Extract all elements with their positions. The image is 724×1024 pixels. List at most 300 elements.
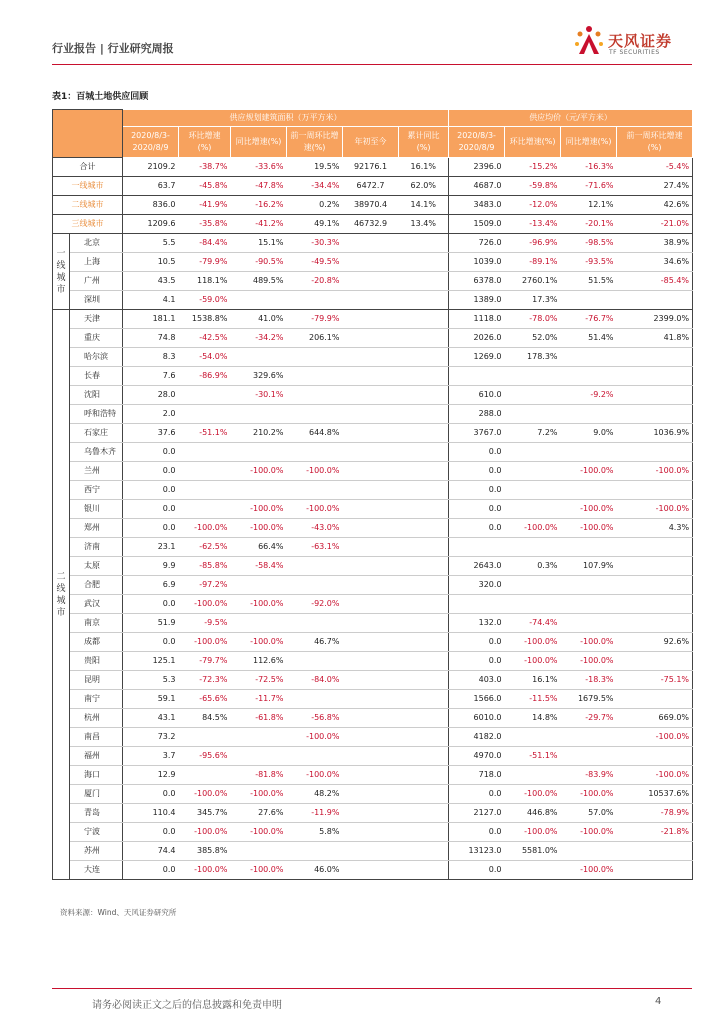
row-label: 一线城市 <box>53 177 123 196</box>
city-name: 杭州 <box>70 709 123 728</box>
logo-subtext: TF SECURITIES <box>609 49 660 56</box>
table-row <box>53 709 693 728</box>
table-cell: 446.8% <box>505 804 561 823</box>
city-name: 石家庄 <box>70 424 123 443</box>
table-cell <box>399 234 449 253</box>
table-cell: 12.9 <box>123 766 179 785</box>
table-cell: 15.1% <box>231 234 287 253</box>
city-name: 合肥 <box>70 576 123 595</box>
table-cell <box>343 633 399 652</box>
city-name: 宁波 <box>70 823 123 842</box>
table-cell <box>617 614 693 633</box>
table-cell: 385.8% <box>179 842 231 861</box>
table-row <box>53 652 693 671</box>
table-cell <box>399 329 449 348</box>
table-cell <box>449 538 505 557</box>
table-row <box>53 462 693 481</box>
table-cell: -51.1% <box>505 747 561 766</box>
table-row <box>53 785 693 804</box>
table-cell: 49.1% <box>287 215 343 234</box>
table-cell <box>399 481 449 500</box>
table-cell: 1039.0 <box>449 253 505 272</box>
table-cell <box>617 652 693 671</box>
table-cell <box>505 481 561 500</box>
table-cell: 0.0 <box>449 652 505 671</box>
table-cell <box>343 405 399 424</box>
table-cell: -100.0% <box>561 652 617 671</box>
table-cell <box>617 291 693 310</box>
table-cell <box>561 367 617 386</box>
table-cell: -92.0% <box>287 595 343 614</box>
table-cell: -84.4% <box>179 234 231 253</box>
table-cell: -18.3% <box>561 671 617 690</box>
table-cell <box>561 538 617 557</box>
table-cell <box>179 386 231 405</box>
table-cell: 0.0 <box>449 443 505 462</box>
table-cell: -59.8% <box>505 177 561 196</box>
table-cell: -93.5% <box>561 253 617 272</box>
city-name: 济南 <box>70 538 123 557</box>
city-name: 成都 <box>70 633 123 652</box>
col-header: 2020/8/3-2020/8/9 <box>123 127 179 158</box>
table-row <box>53 329 693 348</box>
table-cell <box>343 348 399 367</box>
table-cell: -16.2% <box>231 196 287 215</box>
table-cell <box>343 842 399 861</box>
table-cell: 1036.9% <box>617 424 693 443</box>
col-header: 前一周环比增速(%) <box>287 127 343 158</box>
table-cell: 118.1% <box>179 272 231 291</box>
table-cell <box>399 500 449 519</box>
table-cell <box>399 842 449 861</box>
city-name: 南昌 <box>70 728 123 747</box>
table-cell: -100.0% <box>179 519 231 538</box>
table-cell <box>287 690 343 709</box>
brand-logo <box>572 24 682 60</box>
table-cell <box>231 614 287 633</box>
table-cell: -54.0% <box>179 348 231 367</box>
table-cell: -100.0% <box>231 823 287 842</box>
table-row <box>53 291 693 310</box>
table-cell: 6378.0 <box>449 272 505 291</box>
table-cell <box>399 652 449 671</box>
table-cell: 7.6 <box>123 367 179 386</box>
table-cell: -100.0% <box>231 785 287 804</box>
table-cell: -72.3% <box>179 671 231 690</box>
table-cell: -96.9% <box>505 234 561 253</box>
table-cell: -13.4% <box>505 215 561 234</box>
table-cell: 669.0% <box>617 709 693 728</box>
table-cell <box>505 538 561 557</box>
city-name: 西宁 <box>70 481 123 500</box>
table-cell: -100.0% <box>287 766 343 785</box>
table-cell <box>343 861 399 880</box>
table-cell <box>179 500 231 519</box>
table-cell <box>179 443 231 462</box>
city-name: 呼和浩特 <box>70 405 123 424</box>
table-cell: 62.0% <box>399 177 449 196</box>
table-cell: -21.0% <box>617 215 693 234</box>
col-header: 同比增速(%) <box>231 127 287 158</box>
table-cell: 12.1% <box>561 196 617 215</box>
table-cell: 2.0 <box>123 405 179 424</box>
table-cell: -72.5% <box>231 671 287 690</box>
header-divider <box>52 64 692 65</box>
table-cell <box>343 557 399 576</box>
table-row <box>53 500 693 519</box>
table-cell <box>617 557 693 576</box>
table-cell: 0.0 <box>123 633 179 652</box>
table-cell: 2026.0 <box>449 329 505 348</box>
table-body <box>53 158 693 880</box>
table-cell: 0.0 <box>123 823 179 842</box>
table-cell <box>617 690 693 709</box>
header-corner <box>53 110 123 158</box>
table-cell <box>505 405 561 424</box>
city-name: 哈尔滨 <box>70 348 123 367</box>
table-cell <box>399 538 449 557</box>
table-cell: -41.2% <box>231 215 287 234</box>
table-cell: -100.0% <box>179 595 231 614</box>
table-cell <box>231 576 287 595</box>
table-cell <box>231 443 287 462</box>
table-cell: -100.0% <box>505 823 561 842</box>
table-cell: 59.1 <box>123 690 179 709</box>
table-cell <box>561 728 617 747</box>
table-cell <box>399 690 449 709</box>
city-name: 乌鲁木齐 <box>70 443 123 462</box>
table-cell: -78.0% <box>505 310 561 329</box>
table-cell: 52.0% <box>505 329 561 348</box>
table-cell <box>399 804 449 823</box>
table-cell: -100.0% <box>287 500 343 519</box>
table-cell: 0.0 <box>123 519 179 538</box>
table-cell <box>287 348 343 367</box>
table-cell: -62.5% <box>179 538 231 557</box>
table-cell: 4.1 <box>123 291 179 310</box>
table-cell <box>505 861 561 880</box>
row-label: 三线城市 <box>53 215 123 234</box>
table-cell <box>287 557 343 576</box>
table-cell <box>231 747 287 766</box>
table-cell <box>343 652 399 671</box>
table-cell: 0.0 <box>123 462 179 481</box>
table-cell: 74.8 <box>123 329 179 348</box>
table-cell: -61.8% <box>231 709 287 728</box>
table-cell <box>617 348 693 367</box>
table-cell: -43.0% <box>287 519 343 538</box>
table-cell <box>343 291 399 310</box>
city-name: 郑州 <box>70 519 123 538</box>
table-cell <box>179 728 231 747</box>
table-cell: -79.9% <box>179 253 231 272</box>
table-cell <box>231 291 287 310</box>
table-cell: -79.9% <box>287 310 343 329</box>
table-cell: -100.0% <box>617 462 693 481</box>
table-cell: 28.0 <box>123 386 179 405</box>
table-cell: 1566.0 <box>449 690 505 709</box>
table-cell: 107.9% <box>561 557 617 576</box>
table-cell <box>287 443 343 462</box>
table-row <box>53 367 693 386</box>
table-row <box>53 538 693 557</box>
table-cell: 4182.0 <box>449 728 505 747</box>
table-cell: -100.0% <box>561 823 617 842</box>
city-name: 武汉 <box>70 595 123 614</box>
table-cell: 34.6% <box>617 253 693 272</box>
table-cell: 57.0% <box>561 804 617 823</box>
table-cell: -12.0% <box>505 196 561 215</box>
table-cell: -83.9% <box>561 766 617 785</box>
table-cell <box>343 253 399 272</box>
table-cell: -100.0% <box>561 785 617 804</box>
table-cell <box>617 861 693 880</box>
table-cell: -90.5% <box>231 253 287 272</box>
table-cell: 836.0 <box>123 196 179 215</box>
table-cell: 43.1 <box>123 709 179 728</box>
table-cell <box>343 538 399 557</box>
table-cell: 92.6% <box>617 633 693 652</box>
table-cell: -45.8% <box>179 177 231 196</box>
table-cell: -30.3% <box>287 234 343 253</box>
table-cell: 13123.0 <box>449 842 505 861</box>
table-cell: 4687.0 <box>449 177 505 196</box>
table-cell: 1118.0 <box>449 310 505 329</box>
table-cell: -34.2% <box>231 329 287 348</box>
table-cell <box>617 538 693 557</box>
table-cell <box>343 766 399 785</box>
table-cell <box>505 367 561 386</box>
table-row <box>53 690 693 709</box>
table-cell <box>343 823 399 842</box>
disclaimer: 请务必阅读正文之后的信息披露和免责申明 <box>92 1000 282 1011</box>
table-cell: -100.0% <box>179 785 231 804</box>
table-cell: -100.0% <box>231 519 287 538</box>
table-cell: 10537.6% <box>617 785 693 804</box>
table-cell: 0.3% <box>505 557 561 576</box>
table-cell: -65.6% <box>179 690 231 709</box>
table-row <box>53 386 693 405</box>
table-cell <box>399 576 449 595</box>
table-row <box>53 861 693 880</box>
summary-row <box>53 215 693 234</box>
table-cell: 51.5% <box>561 272 617 291</box>
table-cell: -71.6% <box>561 177 617 196</box>
table-cell <box>179 766 231 785</box>
table-cell <box>287 405 343 424</box>
table-cell <box>287 386 343 405</box>
table-cell <box>505 576 561 595</box>
table-cell <box>343 595 399 614</box>
table-cell: -100.0% <box>617 766 693 785</box>
logo-text: 天风证券 <box>608 32 673 50</box>
table-cell <box>505 728 561 747</box>
table-row <box>53 405 693 424</box>
table-cell: -100.0% <box>617 728 693 747</box>
table-cell: 73.2 <box>123 728 179 747</box>
table-cell <box>343 481 399 500</box>
table-cell: 110.4 <box>123 804 179 823</box>
table-cell: 1538.8% <box>179 310 231 329</box>
table-row <box>53 443 693 462</box>
table-cell <box>561 348 617 367</box>
table-cell <box>343 443 399 462</box>
table-cell <box>231 728 287 747</box>
table-cell: -100.0% <box>561 861 617 880</box>
col-header: 2020/8/3-2020/8/9 <box>449 127 505 158</box>
table-cell: 3.7 <box>123 747 179 766</box>
table-cell: 2109.2 <box>123 158 179 177</box>
city-name: 贵阳 <box>70 652 123 671</box>
table-row <box>53 557 693 576</box>
city-name: 深圳 <box>70 291 123 310</box>
table-cell: -100.0% <box>179 633 231 652</box>
table-cell: -100.0% <box>561 633 617 652</box>
table-cell <box>179 405 231 424</box>
city-name: 天津 <box>70 310 123 329</box>
table-cell: 0.2% <box>287 196 343 215</box>
city-name: 南京 <box>70 614 123 633</box>
table-cell: 0.0 <box>449 481 505 500</box>
table-cell <box>617 595 693 614</box>
table-cell: 0.0 <box>449 861 505 880</box>
table-cell <box>399 557 449 576</box>
table-cell: 0.0 <box>449 519 505 538</box>
city-name: 北京 <box>70 234 123 253</box>
table-cell <box>449 367 505 386</box>
source-note: 资料来源：Wind、天风证券研究所 <box>60 908 177 917</box>
city-name: 重庆 <box>70 329 123 348</box>
table-cell: 489.5% <box>231 272 287 291</box>
table-cell: 132.0 <box>449 614 505 633</box>
table-cell: 9.9 <box>123 557 179 576</box>
table-cell: 1209.6 <box>123 215 179 234</box>
table-cell <box>399 253 449 272</box>
table-cell <box>343 747 399 766</box>
table-cell <box>287 842 343 861</box>
table-cell: -42.5% <box>179 329 231 348</box>
table-cell: 1679.5% <box>561 690 617 709</box>
table-cell <box>399 443 449 462</box>
table-cell <box>179 481 231 500</box>
table-cell: 8.3 <box>123 348 179 367</box>
table-cell: 66.4% <box>231 538 287 557</box>
table-row <box>53 234 693 253</box>
table-cell: -100.0% <box>179 861 231 880</box>
table-row <box>53 747 693 766</box>
table-cell: 43.5 <box>123 272 179 291</box>
footer-divider <box>52 988 692 989</box>
table-cell: -11.9% <box>287 804 343 823</box>
table-cell: 46732.9 <box>343 215 399 234</box>
table-cell <box>287 291 343 310</box>
table-cell <box>399 310 449 329</box>
summary-row <box>53 196 693 215</box>
table-cell: 0.0 <box>123 500 179 519</box>
logo-icon <box>572 24 606 58</box>
table-row <box>53 519 693 538</box>
table-cell: 0.0 <box>123 861 179 880</box>
col-header: 年初至今 <box>343 127 399 158</box>
table-cell <box>505 443 561 462</box>
table-cell <box>399 519 449 538</box>
table-cell: -100.0% <box>561 519 617 538</box>
table-row <box>53 671 693 690</box>
table-cell: 0.0 <box>123 481 179 500</box>
table-cell: -15.2% <box>505 158 561 177</box>
table-cell: 9.0% <box>561 424 617 443</box>
table-cell: -33.6% <box>231 158 287 177</box>
table-cell <box>399 348 449 367</box>
city-name: 上海 <box>70 253 123 272</box>
table-cell: 6010.0 <box>449 709 505 728</box>
table-cell: -34.4% <box>287 177 343 196</box>
table-row <box>53 728 693 747</box>
table-cell: -100.0% <box>505 519 561 538</box>
table-cell <box>617 576 693 595</box>
table-cell <box>343 500 399 519</box>
table-cell <box>617 747 693 766</box>
table-cell <box>343 519 399 538</box>
table-cell: -86.9% <box>179 367 231 386</box>
summary-row <box>53 177 693 196</box>
table-cell: 2399.0% <box>617 310 693 329</box>
table-cell <box>343 272 399 291</box>
city-name: 苏州 <box>70 842 123 861</box>
col-header: 环比增速(%) <box>505 127 561 158</box>
table-cell <box>343 462 399 481</box>
table-cell <box>561 481 617 500</box>
table-cell: 14.1% <box>399 196 449 215</box>
city-name: 青岛 <box>70 804 123 823</box>
table-cell: 3767.0 <box>449 424 505 443</box>
header-group-area: 供应规划建筑面积（万平方米） <box>123 110 449 127</box>
table-cell: 4.3% <box>617 519 693 538</box>
table-cell: 5.5 <box>123 234 179 253</box>
city-name: 沈阳 <box>70 386 123 405</box>
table-cell: 41.8% <box>617 329 693 348</box>
table-row <box>53 766 693 785</box>
table-cell <box>343 785 399 804</box>
table-cell <box>343 310 399 329</box>
table-cell: -21.8% <box>617 823 693 842</box>
table-cell <box>343 709 399 728</box>
table-cell: 0.0 <box>123 595 179 614</box>
table-cell <box>561 291 617 310</box>
table-cell: 644.8% <box>287 424 343 443</box>
page-number: 4 <box>655 996 662 1007</box>
table-cell: 74.4 <box>123 842 179 861</box>
table-cell <box>287 481 343 500</box>
table-cell: 181.1 <box>123 310 179 329</box>
city-name: 昆明 <box>70 671 123 690</box>
table-cell: -59.0% <box>179 291 231 310</box>
table-cell <box>617 842 693 861</box>
table-cell <box>399 709 449 728</box>
table-cell: -9.2% <box>561 386 617 405</box>
table-cell: 41.0% <box>231 310 287 329</box>
table-cell: -56.8% <box>287 709 343 728</box>
table-cell: 2396.0 <box>449 158 505 177</box>
table-cell <box>287 367 343 386</box>
table-cell <box>505 766 561 785</box>
table-cell <box>287 747 343 766</box>
table-cell: 42.6% <box>617 196 693 215</box>
table-cell: -100.0% <box>505 652 561 671</box>
table-cell <box>343 234 399 253</box>
table-cell: -9.5% <box>179 614 231 633</box>
table-cell: -79.7% <box>179 652 231 671</box>
